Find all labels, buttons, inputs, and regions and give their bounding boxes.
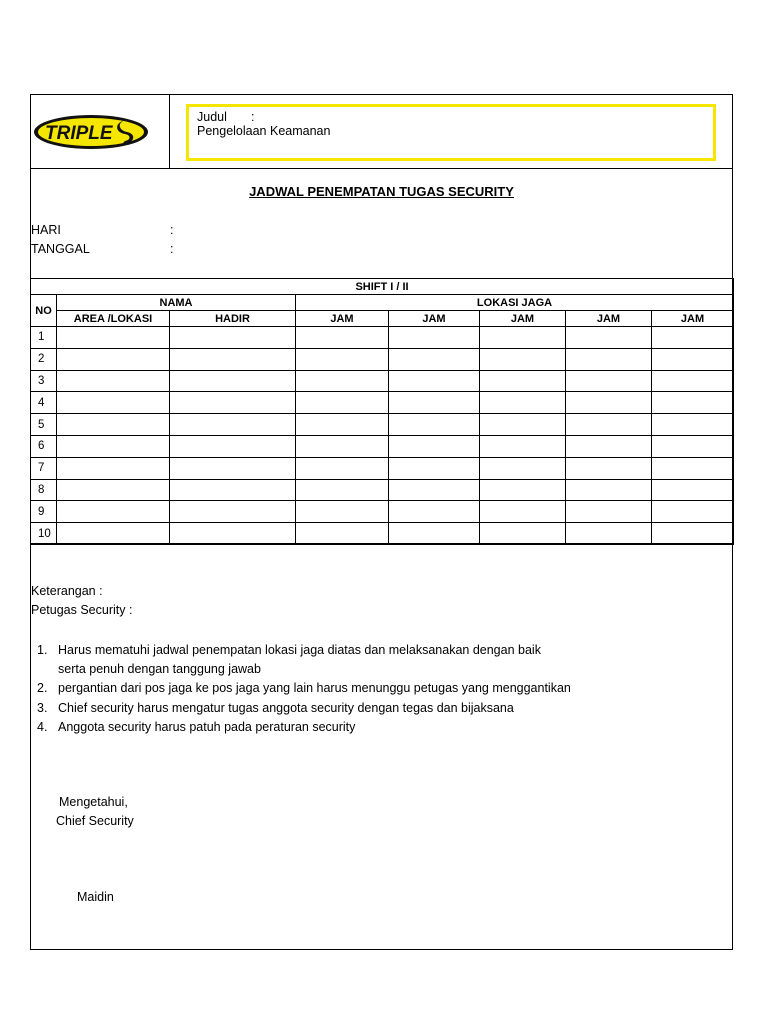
group-header-row	[31, 295, 734, 311]
table-cell[interactable]	[652, 435, 734, 457]
list-number: 4.	[37, 719, 48, 734]
table-cell[interactable]	[652, 501, 734, 523]
table-row	[31, 327, 734, 349]
table-row	[31, 414, 734, 436]
table-cell[interactable]	[566, 348, 652, 370]
table-cell[interactable]	[389, 501, 480, 523]
table-row	[31, 479, 734, 501]
table-cell[interactable]	[566, 523, 652, 545]
row-number: 6	[31, 435, 57, 457]
table-cell[interactable]	[566, 370, 652, 392]
mengetahui-label: Mengetahui,	[59, 795, 128, 809]
table-cell[interactable]	[57, 435, 170, 457]
table-cell[interactable]	[170, 370, 296, 392]
table-cell[interactable]	[566, 479, 652, 501]
table-cell[interactable]	[480, 348, 566, 370]
list-text: serta penuh dengan tanggung jawab	[58, 662, 261, 677]
jam-header: JAM	[480, 311, 566, 327]
table-cell[interactable]	[652, 392, 734, 414]
list-text: Anggota security harus patuh pada peraturan security	[58, 719, 356, 734]
jam-header: JAM	[566, 311, 652, 327]
table-cell[interactable]	[57, 479, 170, 501]
table-cell[interactable]	[296, 414, 389, 436]
table-cell[interactable]	[170, 435, 296, 457]
signatory-role: Chief Security	[56, 814, 134, 828]
tanggal-label: TANGGAL	[31, 242, 90, 256]
table-cell[interactable]	[566, 392, 652, 414]
keterangan-label: Keterangan :	[31, 584, 103, 598]
table-row	[31, 392, 734, 414]
list-item	[37, 641, 571, 660]
list-number: 3.	[37, 700, 48, 715]
no-header: NO	[31, 295, 57, 327]
table-cell[interactable]	[566, 501, 652, 523]
table-cell[interactable]	[389, 370, 480, 392]
area-lokasi-header: AREA /LOKASI	[57, 311, 170, 327]
table-cell[interactable]	[170, 327, 296, 349]
table-cell[interactable]	[296, 370, 389, 392]
judul-colon: :	[251, 110, 255, 124]
table-cell[interactable]	[480, 479, 566, 501]
row-number: 4	[31, 392, 57, 414]
table-cell[interactable]	[389, 479, 480, 501]
row-number: 7	[31, 457, 57, 479]
row-number: 8	[31, 479, 57, 501]
table-cell[interactable]	[480, 435, 566, 457]
row-number: 2	[31, 348, 57, 370]
table-cell[interactable]	[389, 327, 480, 349]
hadir-header: HADIR	[170, 311, 296, 327]
signatory-name: Maidin	[77, 890, 114, 904]
table-cell[interactable]	[296, 435, 389, 457]
judul-label: Judul	[197, 110, 227, 124]
table-row	[31, 501, 734, 523]
table-cell[interactable]	[389, 392, 480, 414]
list-text: pergantian dari pos jaga ke pos jaga yang lain harus menunggu petugas yang menggantikan	[58, 681, 571, 696]
table-cell[interactable]	[170, 414, 296, 436]
table-cell[interactable]	[566, 327, 652, 349]
table-cell[interactable]	[480, 327, 566, 349]
lokasi-jaga-header: LOKASI JAGA	[296, 295, 734, 311]
table-cell[interactable]	[652, 414, 734, 436]
table-cell[interactable]	[652, 523, 734, 545]
shift-header-row	[31, 279, 734, 295]
judul-value: Pengelolaan Keamanan	[197, 124, 331, 138]
table-cell[interactable]	[296, 392, 389, 414]
table-cell[interactable]	[389, 414, 480, 436]
table-cell[interactable]	[652, 327, 734, 349]
row-number: 3	[31, 370, 57, 392]
jam-header: JAM	[652, 311, 734, 327]
table-cell[interactable]	[566, 457, 652, 479]
table-cell[interactable]	[57, 523, 170, 545]
table-cell[interactable]	[170, 479, 296, 501]
row-number: 10	[31, 523, 57, 545]
table-cell[interactable]	[566, 414, 652, 436]
table-cell[interactable]	[296, 501, 389, 523]
table-cell[interactable]	[170, 392, 296, 414]
hari-label: HARI	[31, 223, 61, 237]
petugas-label: Petugas Security :	[31, 603, 133, 617]
table-cell[interactable]	[57, 348, 170, 370]
table-cell[interactable]	[480, 392, 566, 414]
table-cell[interactable]	[480, 501, 566, 523]
list-text: Harus mematuhi jadwal penempatan lokasi jaga diatas dan melaksanakan dengan baik	[58, 643, 541, 657]
table-cell[interactable]	[389, 435, 480, 457]
shift-label: SHIFT I / II	[31, 279, 734, 295]
row-number: 5	[31, 414, 57, 436]
table-cell[interactable]	[57, 327, 170, 349]
table-cell[interactable]	[389, 457, 480, 479]
schedule-table	[30, 278, 734, 545]
row-number: 9	[31, 501, 57, 523]
table-row	[31, 370, 734, 392]
table-cell[interactable]	[296, 523, 389, 545]
table-cell[interactable]	[170, 501, 296, 523]
table-cell[interactable]	[296, 457, 389, 479]
logo-divider	[169, 94, 170, 169]
table-cell[interactable]	[480, 457, 566, 479]
table-body	[31, 327, 734, 545]
table-cell[interactable]	[389, 348, 480, 370]
table-cell[interactable]	[480, 370, 566, 392]
nama-header: NAMA	[57, 295, 296, 311]
header-divider	[30, 168, 733, 169]
table-cell[interactable]	[170, 348, 296, 370]
table-row	[31, 457, 734, 479]
list-item	[37, 718, 571, 737]
table-row	[31, 523, 734, 545]
table-cell[interactable]	[170, 457, 296, 479]
table-cell[interactable]	[652, 370, 734, 392]
table-cell[interactable]	[296, 479, 389, 501]
rules-list	[37, 641, 571, 737]
document-title-box	[186, 104, 716, 161]
svg-text:TRIPLE: TRIPLE	[45, 123, 113, 144]
list-item	[37, 699, 571, 718]
table-cell[interactable]	[480, 414, 566, 436]
list-text: Chief security harus mengatur tugas anggota security dengan tegas dan bijaksana	[58, 700, 514, 715]
jam-header: JAM	[389, 311, 480, 327]
table-cell[interactable]	[170, 523, 296, 545]
table-row	[31, 348, 734, 370]
list-item-continuation	[37, 660, 571, 679]
sub-header-row	[31, 311, 734, 327]
table-cell[interactable]	[57, 370, 170, 392]
list-number: 2.	[37, 681, 48, 696]
row-number: 1	[31, 327, 57, 349]
table-cell[interactable]	[652, 479, 734, 501]
triple-s-logo	[33, 112, 153, 152]
table-row	[31, 435, 734, 457]
table-cell[interactable]	[389, 523, 480, 545]
page-title: JADWAL PENEMPATAN TUGAS SECURITY	[249, 184, 514, 199]
table-cell[interactable]	[652, 348, 734, 370]
table-cell[interactable]	[296, 327, 389, 349]
table-cell[interactable]	[652, 457, 734, 479]
list-item	[37, 679, 571, 698]
table-cell[interactable]	[566, 435, 652, 457]
table-cell[interactable]	[57, 501, 170, 523]
jam-header: JAM	[296, 311, 389, 327]
tanggal-colon: :	[170, 242, 174, 256]
table-cell[interactable]	[480, 523, 566, 545]
table-cell[interactable]	[57, 457, 170, 479]
hari-colon: :	[170, 223, 174, 237]
list-number: 1.	[37, 643, 48, 657]
table-cell[interactable]	[296, 348, 389, 370]
table-cell[interactable]	[57, 392, 170, 414]
table-cell[interactable]	[57, 414, 170, 436]
